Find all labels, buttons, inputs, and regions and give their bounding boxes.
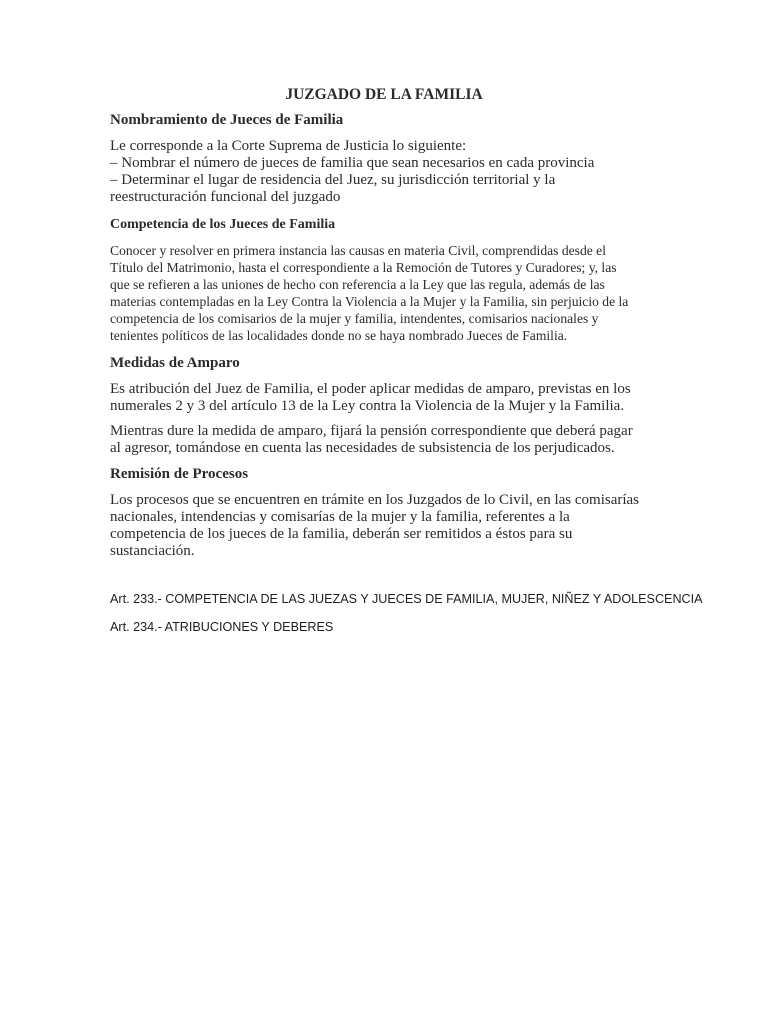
text-line: – Determinar el lugar de residencia del Juez, su jurisdicción territorial y la: [110, 172, 556, 188]
section-text-nombramiento: [110, 138, 655, 206]
text-line: – Nombrar el número de jueces de familia que sean necesarios en cada provincia: [110, 155, 595, 171]
document-body: [110, 111, 655, 560]
text-line: nacionales, intendencias y comisarías de la mujer y la familia, referentes a la: [110, 509, 570, 525]
text-line: Los procesos que se encuentren en trámite en los Juzgados de lo Civil, en las comisarías: [110, 492, 640, 508]
text-line: Título del Matrimonio, hasta el correspondiente a la Remoción de Tutores y Curadores; y, las: [110, 260, 617, 275]
article-list: [110, 591, 710, 635]
document-title: JUZGADO DE LA FAMILIA: [285, 86, 483, 103]
text-line: Es atribución del Juez de Familia, el poder aplicar medidas de amparo, previstas en los: [110, 381, 631, 397]
text-line: reestructuración funcional del juzgado: [110, 189, 341, 205]
text-line: numerales 2 y 3 del artículo 13 de la Ley contra la Violencia de la Mujer y la Familia.: [110, 398, 625, 414]
text-line: que se refieren a las uniones de hecho con referencia a la Ley que las regula, además de las: [110, 277, 605, 292]
text-line: sustanciación.: [110, 543, 195, 559]
section-paragraph-medidas-2: [110, 423, 655, 457]
section-heading-nombramiento: Nombramiento de Jueces de Familia: [110, 112, 344, 128]
section-heading-competencia: Competencia de los Jueces de Familia: [110, 217, 336, 232]
article-233: Art. 233.- COMPETENCIA DE LAS JUEZAS Y JUECES DE FAMILIA, MUJER, NIÑEZ Y ADOLESCENCIA: [110, 592, 703, 606]
text-line: Le corresponde a la Corte Suprema de Justicia lo siguiente:: [110, 138, 467, 154]
section-paragraph-medidas-1: [110, 381, 655, 415]
text-line: Conocer y resolver en primera instancia las causas en materia Civil, comprendidas desde el: [110, 243, 606, 258]
text-line: competencia de los jueces de la familia, deberán ser remitidos a éstos para su: [110, 526, 573, 542]
text-line: al agresor, tomándose en cuenta las necesidades de subsistencia de los perjudicados.: [110, 440, 615, 456]
text-line: tenientes políticos de las localidades donde no se haya nombrado Jueces de Familia.: [110, 328, 568, 343]
section-text-competencia: [110, 242, 655, 344]
text-line: competencia de los comisarios de la mujer y familia, intendentes, comisarios nacionales y: [110, 311, 599, 326]
text-line: Mientras dure la medida de amparo, fijará la pensión correspondiente que deberá pagar: [110, 423, 633, 439]
section-text-remision: [110, 492, 655, 560]
text-line: materias contempladas en la Ley Contra la Violencia a la Mujer y la Familia, sin perjuicio de la: [110, 294, 629, 309]
section-heading-remision: Remisión de Procesos: [110, 466, 249, 482]
article-234: Art. 234.- ATRIBUCIONES Y DEBERES: [110, 620, 334, 634]
section-heading-medidas: Medidas de Amparo: [110, 355, 240, 371]
